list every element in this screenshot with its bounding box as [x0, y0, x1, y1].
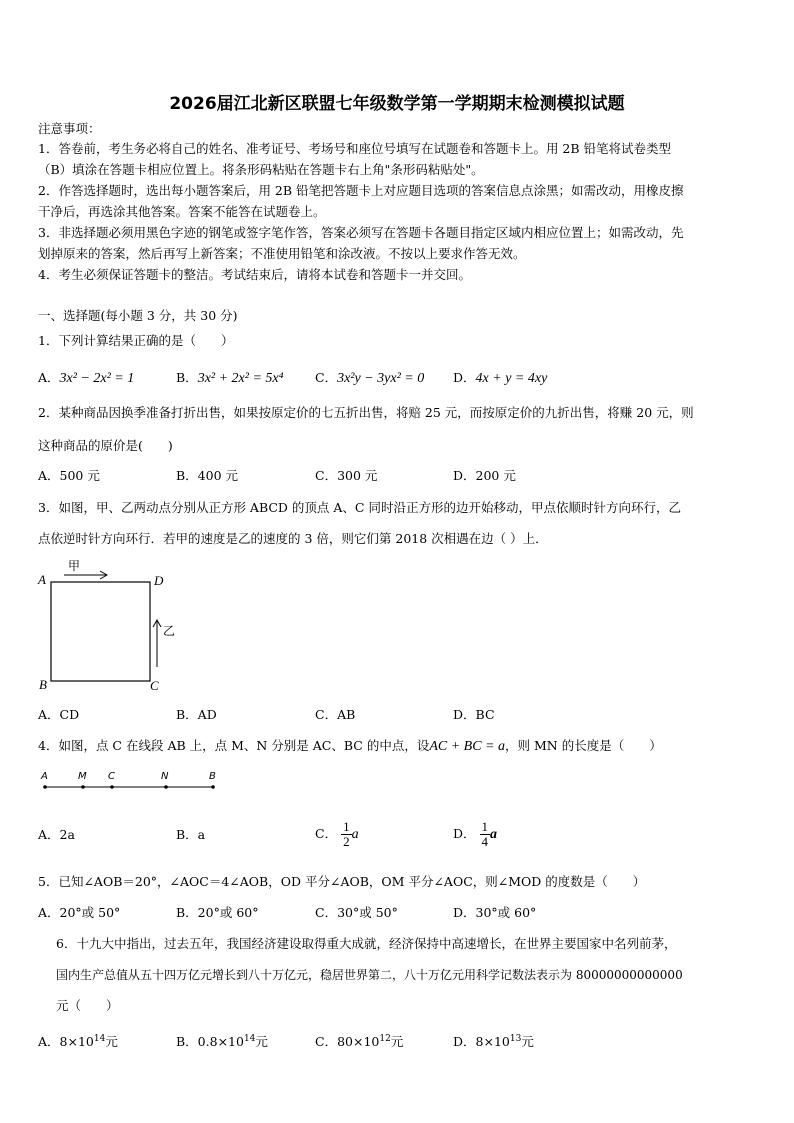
vertex-label-d: D — [154, 573, 164, 588]
option-letter: C． — [315, 370, 338, 385]
notice-line: 1．答卷前，考生务必将自己的姓名、准考证号、考场号和座位号填写在试题卷和答题卡上。用 2B 铅笔将试卷类型 — [38, 141, 672, 156]
option-unit: 元 — [105, 1034, 118, 1050]
option-letter: D． — [453, 370, 476, 385]
option-letter: A． — [38, 370, 60, 385]
fraction-numerator: 1 — [343, 819, 350, 834]
vertex-label-a: A — [38, 572, 46, 587]
option-letter: C． — [315, 826, 338, 841]
q3-option-c: C．AB — [315, 707, 356, 722]
square-abcd — [51, 582, 150, 681]
fraction-denominator: 2 — [343, 834, 350, 849]
q2-option-a: A．500 元 — [38, 468, 100, 483]
option-letter: D． — [453, 826, 476, 841]
q4-stem-post: ，则 MN 的长度是（ ） — [505, 738, 662, 753]
q3-option-d: D．BC — [453, 707, 495, 722]
notice-heading: 注意事项： — [38, 121, 101, 136]
square-figure — [30, 555, 190, 695]
vertex-label-b: B — [39, 677, 47, 692]
q2-line1: 2．某种商品因换季准备打折出售，如果按原定价的七五折出售，将赔 25 元，而按原定价的九折出售，将赚 20 元，则 — [38, 405, 694, 420]
q6-option-c — [315, 1031, 403, 1050]
fraction-one-half — [341, 820, 352, 849]
q5-option-b: B．20°或 60° — [176, 905, 259, 920]
point-label-m: M — [78, 771, 87, 782]
q2-option-c: C．300 元 — [315, 468, 378, 483]
option-exponent: 14 — [243, 1034, 256, 1044]
q4-option-c — [315, 817, 359, 852]
notice-line: （B）填涂在答题卡相应位置上。将条形码粘贴在答题卡右上角"条形码粘贴处"。 — [38, 162, 484, 177]
q2-option-d: D．200 元 — [453, 468, 516, 483]
option-exponent: 13 — [509, 1034, 522, 1044]
point-a — [43, 785, 47, 789]
notice-line: 3．非选择题必须用黑色字迹的钢笔或签字笔作答，答案必须写在答题卡各题目指定区域内相应位置上；如需改动，先 — [38, 225, 684, 240]
q2-line2: 这种商品的原价是( ) — [38, 438, 173, 453]
point-label-c: C — [108, 771, 115, 782]
page-title: 2026届江北新区联盟七年级数学第一学期期末检测模拟试题 — [169, 94, 625, 114]
q4-stem-math: AC + BC = a — [429, 739, 506, 754]
q1-option-a — [38, 370, 134, 387]
yi-label: 乙 — [163, 624, 176, 638]
q3-option-b: B．AD — [176, 707, 217, 722]
option-base: D．8×10 — [453, 1034, 510, 1050]
q4-option-d — [453, 817, 497, 852]
section-heading: 一、选择题(每小题 3 分，共 30 分) — [38, 308, 238, 323]
q5-option-c: C．30°或 50° — [315, 905, 398, 920]
fraction-one-quarter — [480, 820, 491, 849]
fraction-numerator: 1 — [481, 819, 489, 834]
q5-stem: 5．已知∠AOB＝20°，∠AOC＝4∠AOB，OD 平分∠AOB，OM 平分∠AOC，则∠MOD 的度数是（ ） — [38, 874, 646, 889]
q3-option-a: A．CD — [38, 707, 80, 722]
option-letter: B． — [176, 370, 198, 385]
option-base: B．0.8×10 — [176, 1034, 244, 1050]
point-label-a: A — [41, 771, 48, 782]
q1-option-b — [176, 370, 284, 387]
option-base: C．80×10 — [315, 1034, 380, 1050]
q6-line1: 6．十九大中指出，过去五年，我国经济建设取得重大成就，经济保持中高速增长，在世界主要国家中名列前茅， — [56, 936, 677, 951]
q2-option-b: B．400 元 — [176, 468, 239, 483]
q3-line2: 点依逆时针方向环行．若甲的速度是乙的速度的 3 倍，则它们第 2018 次相遇在边（ ）上． — [38, 531, 548, 546]
q6-option-a — [38, 1031, 118, 1050]
q6-option-d — [453, 1031, 534, 1050]
notice-line: 划掉原来的答案，然后再写上新答案；不准使用铅笔和涂改液。不按以上要求作答无效。 — [38, 246, 526, 261]
option-math: 3x² − 2x² = 1 — [59, 371, 135, 386]
option-math: 3x²y − 3yx² = 0 — [337, 371, 425, 386]
option-base: A．8×10 — [38, 1034, 94, 1050]
point-b — [211, 785, 215, 789]
point-label-n: N — [161, 771, 169, 782]
point-c — [110, 785, 114, 789]
q6-line3: 元（ ） — [56, 998, 119, 1013]
option-unit: 元 — [255, 1034, 268, 1050]
q4-option-a: A．2a — [38, 827, 75, 842]
q1-stem: 1．下列计算结果正确的是（ ） — [38, 333, 234, 348]
notice-line: 干净后，再选涂其他答案。答案不能答在试题卷上。 — [38, 204, 326, 219]
option-exponent: 12 — [379, 1034, 391, 1044]
option-math: 3x² + 2x² = 5x⁴ — [197, 371, 284, 386]
q6-line2: 国内生产总值从五十四万亿元增长到八十万亿元，稳居世界第二，八十万亿元用科学记数法表示为 80000000000000 — [56, 968, 683, 982]
point-m — [81, 785, 85, 789]
point-label-b: B — [209, 771, 216, 782]
vertex-label-c: C — [150, 678, 159, 693]
q4-stem-pre: 4．如图，点 C 在线段 AB 上，点 M、N 分别是 AC、BC 的中点，设 — [38, 738, 430, 753]
q6-option-b — [176, 1031, 268, 1050]
q1-option-d — [453, 370, 547, 387]
option-unit: 元 — [521, 1034, 534, 1050]
option-math: a — [351, 827, 359, 842]
option-unit: 元 — [390, 1034, 404, 1050]
q3-line1: 3．如图，甲、乙两动点分别从正方形 ABCD 的顶点 A、C 同时沿正方形的边开始移动，甲点依顺时针方向环行，乙 — [38, 500, 681, 515]
q5-option-a: A．20°或 50° — [38, 905, 121, 920]
option-math: a — [490, 827, 498, 842]
fraction-denominator: 4 — [481, 834, 489, 849]
option-math: 4x + y = 4xy — [475, 371, 548, 386]
option-exponent: 14 — [93, 1034, 106, 1044]
q4-stem — [38, 738, 662, 755]
segment-figure — [36, 768, 226, 794]
notice-line: 2．作答选择题时，选出每小题答案后，用 2B 铅笔把答题卡上对应题目选项的答案信息点涂黑；如需改动，用橡皮擦 — [38, 183, 684, 198]
point-n — [164, 785, 168, 789]
q5-option-d: D．30°或 60° — [453, 905, 537, 920]
q1-option-c — [315, 370, 424, 387]
jia-label: 甲 — [68, 559, 81, 573]
q4-option-b: B．a — [176, 827, 206, 842]
notice-line: 4．考生必须保证答题卡的整洁。考试结束后，请将本试卷和答题卡一并交回。 — [38, 267, 471, 282]
